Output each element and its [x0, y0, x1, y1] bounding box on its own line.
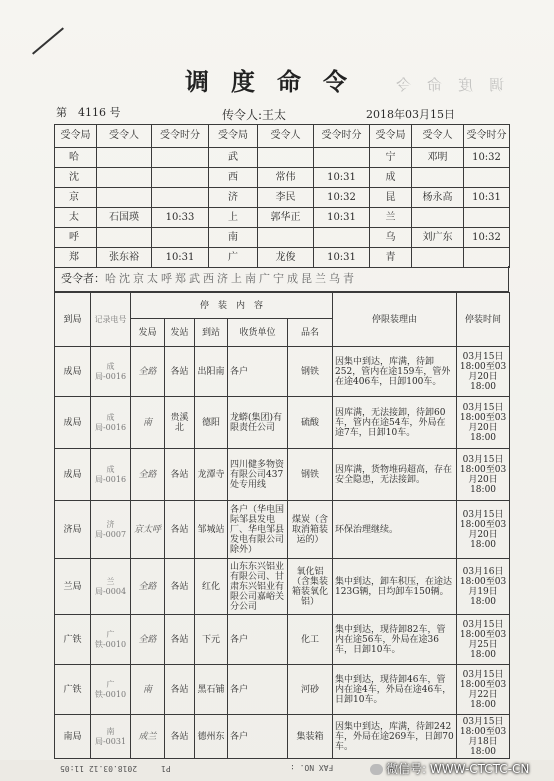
stop-cell-fb: 全路 — [131, 449, 165, 501]
recipients-cell: 常伟 — [258, 168, 314, 188]
recipients-cell — [412, 168, 464, 188]
recipients-cell — [412, 208, 464, 228]
sender: 传令人:王太 — [222, 108, 287, 122]
stop-cell-ts: 下元 — [195, 615, 228, 665]
stop-cell-time: 03月15日18:00至03月20日18:00 — [457, 501, 510, 559]
stop-cell-reason: 集中到达，现待卸82车，管内在途56车，外局在途36车，日卸10车。 — [333, 615, 457, 665]
recipients-cell: 青 — [370, 248, 412, 268]
recipients-cell: 京 — [55, 188, 97, 208]
header-reason: 停限装理由 — [333, 293, 457, 347]
recipients-cell: 李民 — [258, 188, 314, 208]
fax-header-left: P1 2018.03.12 11:05 — [60, 764, 171, 773]
stop-cell-reason: 因集中到达，库满，待卸252，管内在途159车，管外在途406车，日卸100车。 — [333, 347, 457, 397]
recipients-cell: 杨永高 — [412, 188, 464, 208]
recipients-cell: 10:31 — [464, 188, 510, 208]
recipients-cell: 呼 — [55, 228, 97, 248]
stop-cell-rec: 兰局-0004 — [91, 559, 131, 615]
stop-cell-reason: 因集中到达，库满，待卸242车，外局在途269车，日卸70车。 — [333, 715, 457, 759]
recipients-table — [54, 124, 510, 268]
stop-cell-fb: 全路 — [131, 347, 165, 397]
stop-cell-cons: 各户（华电国际邹县发电厂、华电邹县发电有限公司除外） — [228, 501, 288, 559]
header-consignee: 收货单位 — [228, 319, 288, 347]
stop-cell-fb: 成兰 — [131, 715, 165, 759]
recipients-row — [55, 248, 510, 268]
recipients-cell — [258, 148, 314, 168]
stop-cell-dest: 济局 — [55, 501, 91, 559]
stop-loading-row — [55, 449, 510, 501]
recipients-cell: 张东裕 — [97, 248, 152, 268]
recipients-header-cell: 受令人 — [97, 125, 152, 148]
stop-cell-rec: 成局-0016 — [91, 347, 131, 397]
stop-cell-prod: 化工 — [288, 615, 333, 665]
recipients-cell — [152, 148, 209, 168]
header-stop-time: 停装时间 — [457, 293, 510, 347]
recipients-cell — [152, 228, 209, 248]
stop-cell-time: 03月15日18:00至03月22日18:00 — [457, 665, 510, 715]
recipients-cell — [97, 228, 152, 248]
stop-cell-reason: 因库满，无法接卸，待卸60车，管内在途54车，外局在途7车，日卸10车。 — [333, 397, 457, 449]
recipients-cell — [464, 208, 510, 228]
recipients-cell: 龙俊 — [258, 248, 314, 268]
stop-cell-prod: 河砂 — [288, 665, 333, 715]
recipients-header-cell: 受令时分 — [464, 125, 510, 148]
header-from-station: 发站 — [165, 319, 195, 347]
stop-cell-dest: 成局 — [55, 449, 91, 501]
recipients-cell: 郭华正 — [258, 208, 314, 228]
stop-cell-fb: 京太呼 — [131, 501, 165, 559]
recipients-cell: 石国瑛 — [97, 208, 152, 228]
stop-cell-prod: 钢铁 — [288, 449, 333, 501]
stop-cell-cons: 各户 — [228, 347, 288, 397]
recipients-cell — [314, 228, 370, 248]
wechat-id: 微信号: WWW-CTCTC-CN — [386, 762, 530, 776]
stop-cell-dest: 成局 — [55, 347, 91, 397]
stop-cell-rec: 济局-0007 — [91, 501, 131, 559]
recipients-cell: 西 — [209, 168, 258, 188]
stop-cell-prod: 钢铁 — [288, 347, 333, 397]
stop-cell-cons: 龙蟒(集团)有限责任公司 — [228, 397, 288, 449]
stop-cell-fs: 各站 — [165, 615, 195, 665]
recipients-cell: 10:32 — [464, 228, 510, 248]
receivers-line — [54, 266, 509, 292]
stop-cell-reason: 集中到达，现待卸46车，管内在途4车，外局在途46车，日卸10车。 — [333, 665, 457, 715]
stop-cell-rec: 成局-0016 — [91, 449, 131, 501]
recipients-cell: 太 — [55, 208, 97, 228]
stop-cell-fs: 各站 — [165, 501, 195, 559]
recipients-cell — [412, 248, 464, 268]
stop-loading-row — [55, 347, 510, 397]
recipients-row — [55, 168, 510, 188]
stop-cell-fs: 各站 — [165, 347, 195, 397]
document-number: 第 4116 号 — [56, 106, 121, 119]
stop-loading-row — [55, 665, 510, 715]
recipients-row — [55, 188, 510, 208]
recipients-cell: 10:31 — [314, 168, 370, 188]
stop-cell-dest: 广铁 — [55, 615, 91, 665]
recipients-cell: 兰 — [370, 208, 412, 228]
document-title: 调度命令 — [185, 67, 369, 96]
recipients-cell: 10:31 — [152, 248, 209, 268]
recipients-cell: 10:32 — [464, 148, 510, 168]
recipients-cell — [152, 168, 209, 188]
header-dest-bureau: 到局 — [55, 293, 91, 347]
stop-cell-time: 03月15日18:00至03月20日18:00 — [457, 449, 510, 501]
recipients-cell: 邓明 — [412, 148, 464, 168]
recipients-cell: 上 — [209, 208, 258, 228]
stop-cell-time: 03月15日18:00至03月18日18:00 — [457, 715, 510, 759]
recipients-cell: 刘广东 — [412, 228, 464, 248]
stop-cell-prod: 氧化铝（含集装箱装氧化铝） — [288, 559, 333, 615]
recipients-header-cell: 受令时分 — [152, 125, 209, 148]
recipients-cell: 哈 — [55, 148, 97, 168]
stop-cell-time: 03月16日18:00至03月19日18:00 — [457, 559, 510, 615]
recipients-cell: 10:31 — [314, 208, 370, 228]
stop-cell-rec: 南局-0031 — [91, 715, 131, 759]
recipients-cell: 武 — [209, 148, 258, 168]
stop-cell-cons: 山东东兴铝业有限公司、甘肃东兴铝业有限公司嘉峪关分公司 — [228, 559, 288, 615]
bleed-through-title: 调度命令 — [380, 76, 505, 94]
header-from-bureau: 发局 — [131, 319, 165, 347]
stop-loading-row — [55, 715, 510, 759]
stop-cell-dest: 广铁 — [55, 665, 91, 715]
stop-cell-prod: 硫酸 — [288, 397, 333, 449]
stop-cell-fb: 南 — [131, 665, 165, 715]
fax-header-right: FAX NO. : — [290, 763, 334, 772]
recipients-cell: 南 — [209, 228, 258, 248]
recipients-cell — [258, 228, 314, 248]
recipients-cell: 广 — [209, 248, 258, 268]
stop-cell-rec: 成局-0016 — [91, 397, 131, 449]
header-record-no: 记录电号 — [91, 293, 131, 347]
recipients-cell: 10:32 — [314, 188, 370, 208]
stop-cell-fb: 南 — [131, 397, 165, 449]
stop-loading-row — [55, 501, 510, 559]
receivers-value: 哈沈京太呼郑武西济上南广宁成昆兰乌青 — [105, 272, 357, 285]
document-date: 2018年03月15日 — [366, 108, 455, 121]
stop-cell-cons: 各户 — [228, 665, 288, 715]
header-product: 品名 — [288, 319, 333, 347]
recipients-cell: 沈 — [55, 168, 97, 188]
stop-cell-dest: 南局 — [55, 715, 91, 759]
recipients-cell — [152, 188, 209, 208]
stop-loading-row — [55, 397, 510, 449]
stop-cell-reason: 环保治理继续。 — [333, 501, 457, 559]
stop-cell-ts: 龙潭寺 — [195, 449, 228, 501]
wechat-watermark — [370, 760, 529, 777]
stop-cell-prod: 集装箱 — [288, 715, 333, 759]
recipients-header-cell: 受令局 — [370, 125, 412, 148]
recipients-cell: 昆 — [370, 188, 412, 208]
stop-loading-table — [54, 292, 510, 759]
recipients-row — [55, 148, 510, 168]
recipients-cell — [464, 248, 510, 268]
recipients-cell: 郑 — [55, 248, 97, 268]
recipients-row — [55, 228, 510, 248]
recipients-cell — [314, 148, 370, 168]
recipients-cell — [464, 168, 510, 188]
recipients-header-cell: 受令人 — [258, 125, 314, 148]
stop-cell-fs: 贵溪北 — [165, 397, 195, 449]
stop-cell-dest: 成局 — [55, 397, 91, 449]
stop-cell-fs: 各站 — [165, 449, 195, 501]
recipients-header-cell: 受令局 — [209, 125, 258, 148]
stop-loading-row — [55, 559, 510, 615]
recipients-cell — [97, 188, 152, 208]
stop-cell-ts: 红化 — [195, 559, 228, 615]
stop-cell-time: 03月15日18:00至03月25日18:00 — [457, 615, 510, 665]
stop-cell-fb: 全路 — [131, 559, 165, 615]
recipients-row — [55, 208, 510, 228]
recipients-header-cell: 受令局 — [55, 125, 97, 148]
stop-cell-fs: 各站 — [165, 715, 195, 759]
stop-cell-reason: 因库满，货物堆码超高，存在安全隐患，无法接卸。 — [333, 449, 457, 501]
stop-cell-fb: 全路 — [131, 615, 165, 665]
stop-cell-cons: 四川健多物资有限公司437处专用线 — [228, 449, 288, 501]
stop-cell-rec: 广铁-0010 — [91, 665, 131, 715]
recipients-cell — [97, 168, 152, 188]
receivers-label: 受令者： — [61, 272, 105, 285]
stop-cell-cons: 各户 — [228, 615, 288, 665]
stop-cell-rec: 广铁-0010 — [91, 615, 131, 665]
stop-cell-fs: 各站 — [165, 665, 195, 715]
stop-cell-ts: 出阳南 — [195, 347, 228, 397]
stop-cell-dest: 兰局 — [55, 559, 91, 615]
wechat-icon — [370, 764, 383, 775]
stop-cell-time: 03月15日18:00至03月20日18:00 — [457, 347, 510, 397]
stop-cell-ts: 黑石铺 — [195, 665, 228, 715]
header-to-station: 到站 — [195, 319, 228, 347]
stop-cell-ts: 德州东 — [195, 715, 228, 759]
stop-cell-cons: 各户 — [228, 715, 288, 759]
recipients-header-cell: 受令人 — [412, 125, 464, 148]
stop-cell-reason: 集中到达，卸车积压，在途达123G辆，日均卸车150辆。 — [333, 559, 457, 615]
stop-cell-ts: 邹城站 — [195, 501, 228, 559]
recipients-cell: 济 — [209, 188, 258, 208]
stop-cell-prod: 煤炭（含取消箱装运的） — [288, 501, 333, 559]
stop-cell-ts: 德阳 — [195, 397, 228, 449]
recipients-cell: 成 — [370, 168, 412, 188]
recipients-cell: 10:31 — [314, 248, 370, 268]
recipients-cell: 宁 — [370, 148, 412, 168]
recipients-cell — [97, 148, 152, 168]
stop-cell-fs: 各站 — [165, 559, 195, 615]
recipients-cell: 乌 — [370, 228, 412, 248]
recipients-header-cell: 受令时分 — [314, 125, 370, 148]
recipients-cell: 10:33 — [152, 208, 209, 228]
stop-cell-time: 03月15日18:00至03月20日18:00 — [457, 397, 510, 449]
stop-loading-row — [55, 615, 510, 665]
header-stop-content: 停 装 内 容 — [131, 293, 333, 319]
